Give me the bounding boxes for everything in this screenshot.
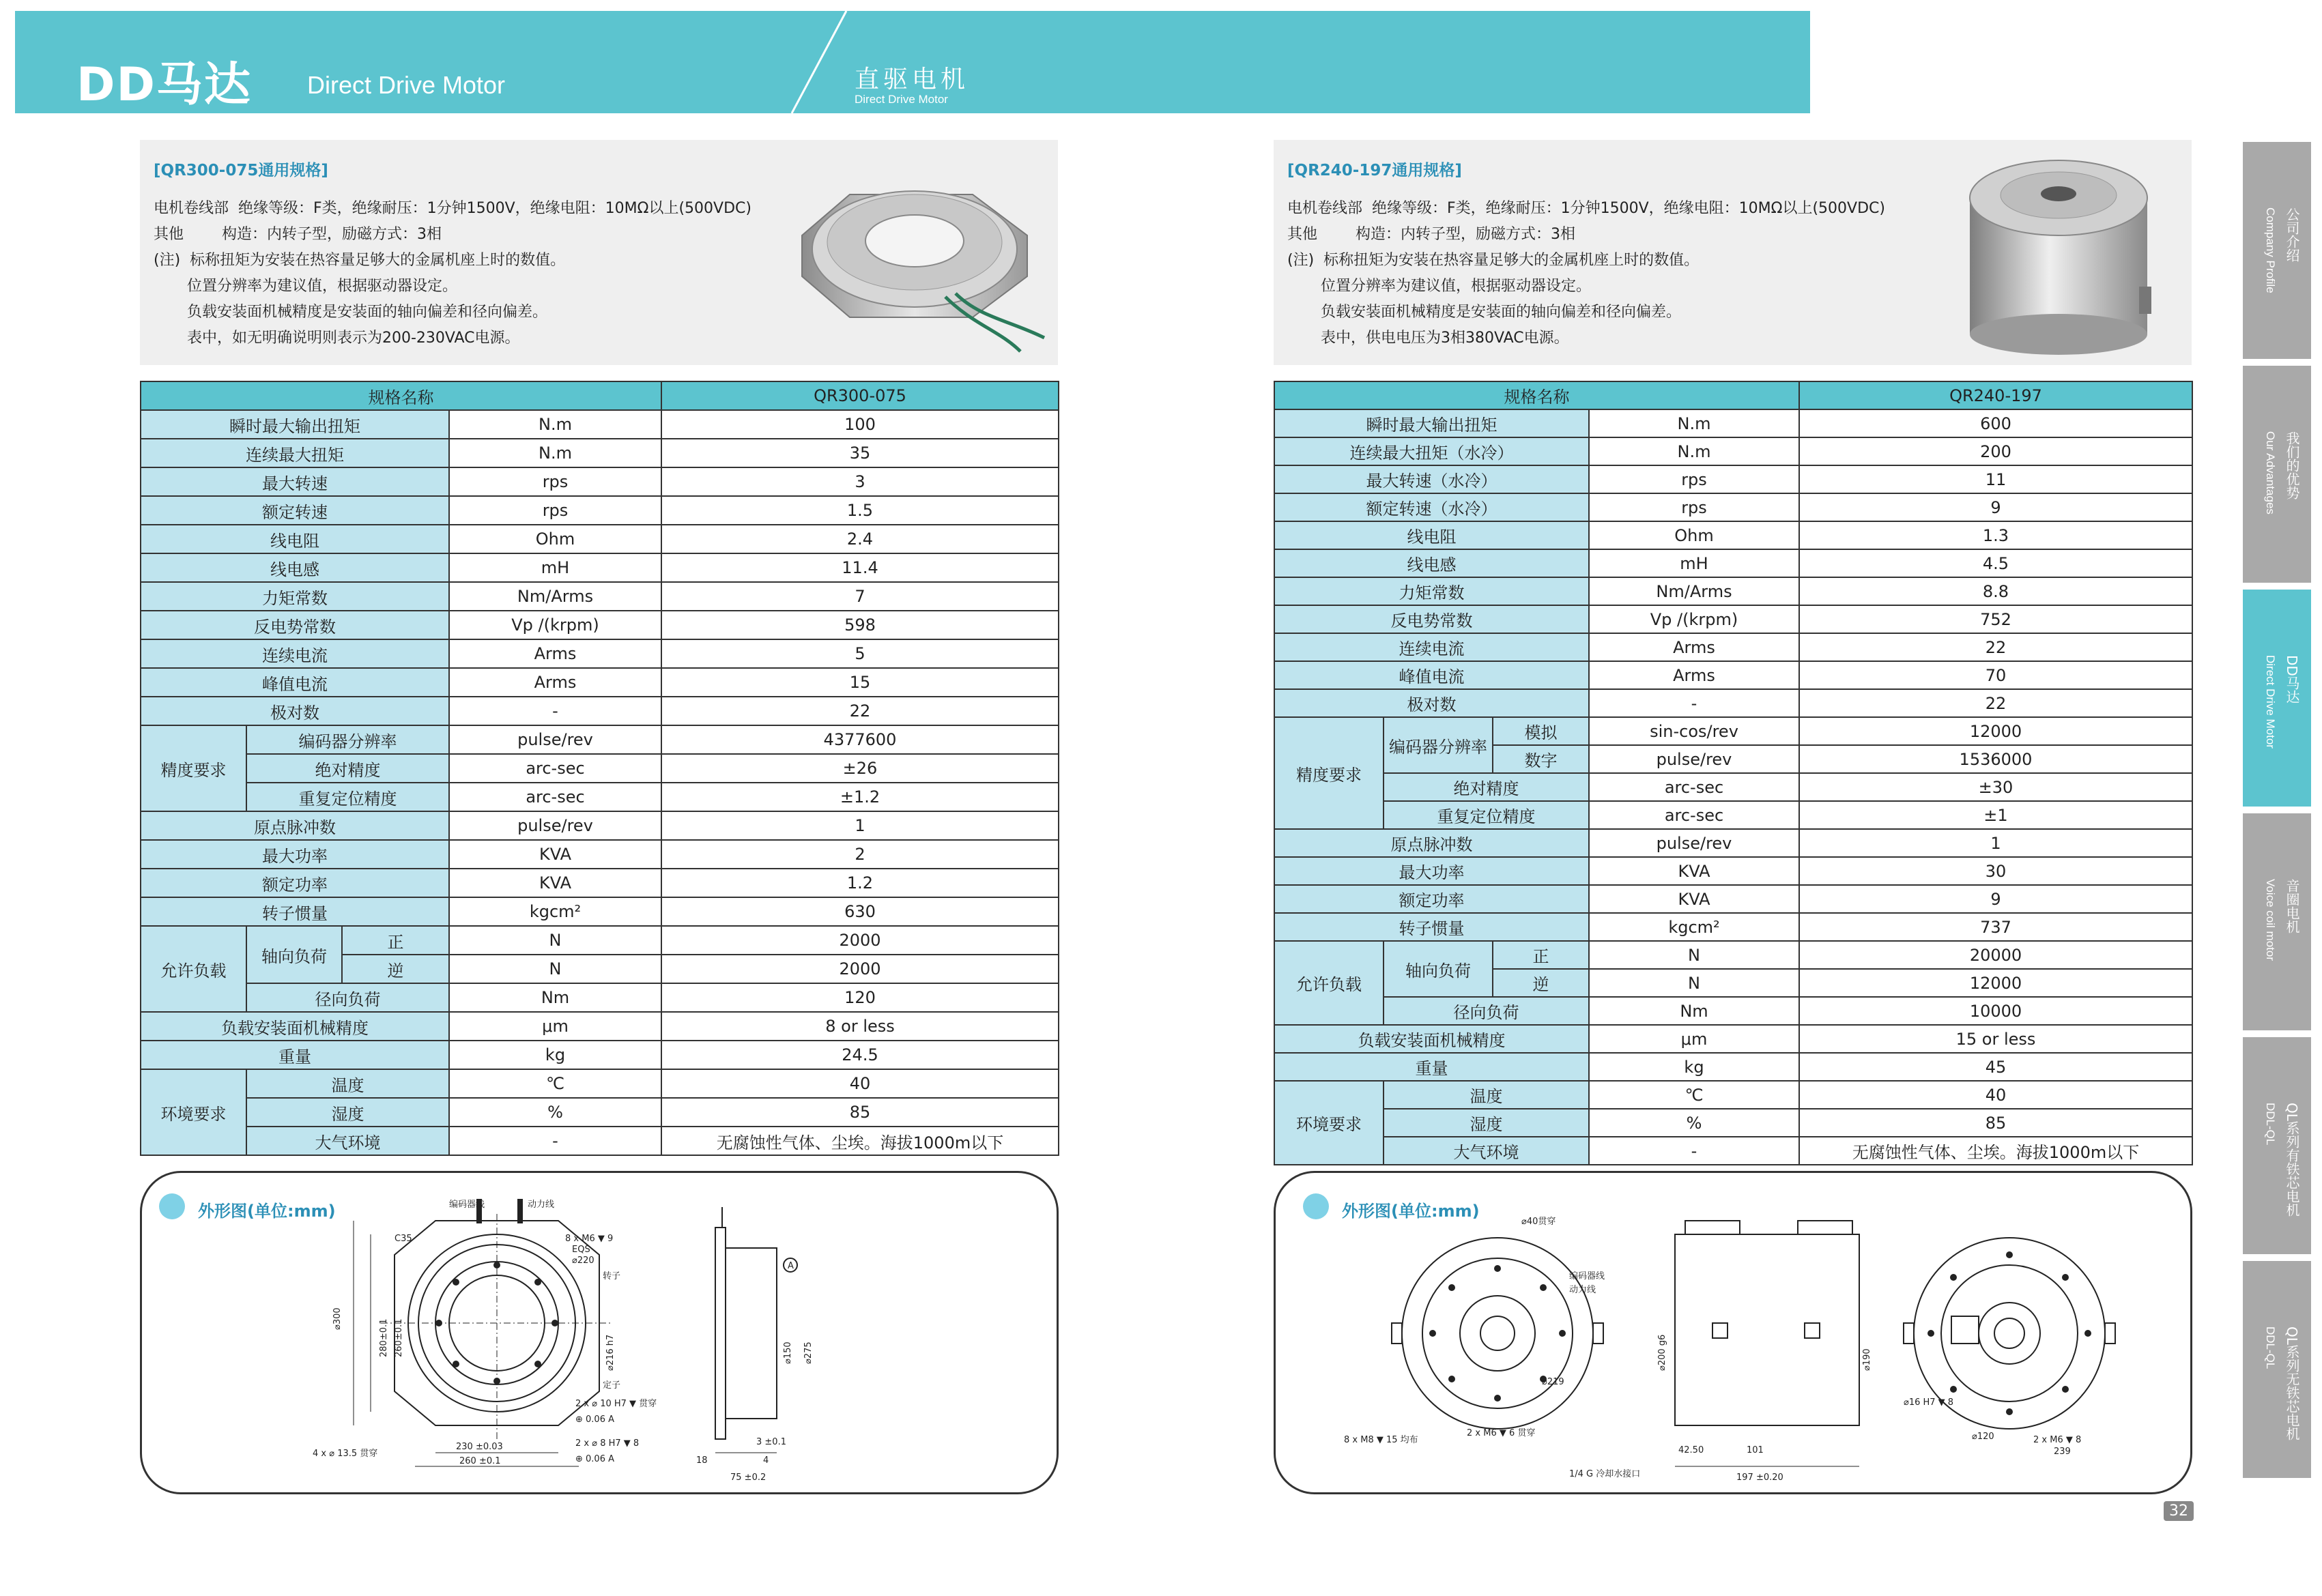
label-h10: 2 x ⌀ 10 H7 ▼ 贯穿: [575, 1399, 657, 1409]
table-row: 径向负荷 Nm 120: [141, 983, 1059, 1012]
table-row: 转子惯量 kgcm² 737: [1274, 913, 2192, 941]
table-row: 负载安装面机械精度 μm 8 or less: [141, 1012, 1059, 1041]
label-d197: 197 ±0.20: [1736, 1472, 1783, 1483]
table-row: 环境要求 温度 ℃ 40: [1274, 1081, 2192, 1109]
right-info-panel: [1274, 140, 2192, 365]
table-row: 转子惯量 kgcm² 630: [141, 897, 1059, 926]
label-d120: ⌀120: [1972, 1432, 1994, 1442]
table-row: 环境要求 温度 ℃ 40: [141, 1069, 1059, 1098]
group-environment: 环境要求: [1274, 1081, 1384, 1165]
label-pwr: 动力线: [1569, 1285, 1596, 1295]
table-row: 连续最大扭矩 N.m 35: [141, 439, 1059, 467]
label-encoder-wire: 编码器线: [449, 1200, 485, 1210]
table-row: 瞬时最大输出扭矩 N.m 100: [141, 410, 1059, 439]
table-row: 重量 kg 45: [1274, 1053, 2192, 1081]
left-note-4: 位置分辨率为建议值，根据驱动器设定。: [154, 278, 457, 295]
table-row: 线电感 mH 4.5: [1274, 549, 2192, 577]
label-d6: 2 x M6 ▼ 8: [2033, 1435, 2082, 1445]
label-tol-2: ⊕ 0.06 A: [575, 1454, 614, 1464]
label-h8: 2 x ⌀ 8 H7 ▼ 8: [575, 1438, 640, 1449]
table-header-name: 规格名称: [141, 381, 661, 410]
left-note-2: 其他 构造：内转子型，励磁方式：3相: [154, 226, 442, 243]
label-d3: 3 ±0.1: [756, 1437, 786, 1447]
label-fix: 定子: [603, 1380, 621, 1391]
group-environment: 环境要求: [141, 1069, 246, 1155]
label-d220: ⌀220: [572, 1256, 594, 1266]
right-note-4: 位置分辨率为建议值，根据驱动器设定。: [1287, 278, 1591, 295]
table-row: 允许负载 轴向负荷 正 N 2000: [141, 926, 1059, 955]
label-d260: 260 ±0.1: [459, 1456, 501, 1466]
table-row: 大气环境 - 无腐蚀性气体、尘埃。海拔1000m以下: [141, 1127, 1059, 1155]
label-enc: 编码器线: [1569, 1271, 1605, 1281]
table-row: 峰值电流 Arms 70: [1274, 661, 2192, 689]
table-row: 极对数 - 22: [141, 697, 1059, 725]
qr240-technical-drawing: [1344, 1207, 2163, 1487]
table-row: 峰值电流 Arms 15: [141, 668, 1059, 697]
left-note-3: (注) 标称扭矩为安装在热容量足够大的金属机座上时的数值。: [154, 252, 566, 269]
table-row: 最大转速 rps 3: [141, 467, 1059, 496]
table-header-model: QR300-075: [661, 381, 1059, 410]
label-d2: 101: [1747, 1445, 1764, 1455]
table-row: 重量 kg 24.5: [141, 1041, 1059, 1069]
section-title-cn: 直驱电机: [855, 66, 970, 93]
label-d239: 239: [2054, 1447, 2071, 1457]
right-note-5: 负载安装面机械精度是安装面的轴向偏差和径向偏差。: [1287, 304, 1681, 321]
table-row: 绝对精度 arc-sec ±26: [141, 754, 1059, 783]
table-row: 绝对精度 arc-sec ±30: [1274, 773, 2192, 801]
label-d4: 4: [763, 1455, 769, 1466]
table-row: 反电势常数 Vp /(krpm) 598: [141, 611, 1059, 639]
label-datum: A: [788, 1261, 794, 1271]
group-precision: 精度要求: [1274, 717, 1384, 829]
table-row: 精度要求 编码器分辨率 pulse/rev 4377600: [141, 725, 1059, 754]
table-row: 原点脉冲数 pulse/rev 1: [1274, 829, 2192, 857]
table-row: 线电感 mH 11.4: [141, 553, 1059, 582]
right-note-3: (注) 标称扭矩为安装在热容量足够大的金属机座上时的数值。: [1287, 252, 1700, 269]
label-d300: ⌀300: [332, 1307, 343, 1330]
table-row: 重复定位精度 arc-sec ±1: [1274, 801, 2192, 829]
label-d75: 75 ±0.2: [730, 1472, 766, 1483]
label-d40: ⌀40贯穿: [1521, 1217, 1556, 1227]
banner-divider: [771, 11, 853, 113]
table-row: 额定功率 KVA 9: [1274, 885, 2192, 913]
bullet-icon: [1303, 1193, 1329, 1219]
label-d216: ⌀216 h7: [605, 1334, 616, 1371]
tab-company-profile[interactable]: 公司介绍 Company Profile: [2243, 142, 2311, 359]
table-row: 精度要求 编码器分辨率 模拟 sin-cos/rev 12000: [1274, 717, 2192, 745]
label-m6: 2 x M6 ▼ 6 贯穿: [1467, 1428, 1536, 1438]
table-row: 瞬时最大输出扭矩 N.m 600: [1274, 409, 2192, 437]
table-row: 连续电流 Arms 22: [1274, 633, 2192, 661]
label-d260v: 260±0.1: [394, 1318, 404, 1357]
left-drawing-title: 外形图(单位:mm): [198, 1202, 336, 1221]
tab-our-advantages[interactable]: 我们的优势 Our Advantages: [2243, 366, 2311, 583]
table-row: 逆 N 12000: [1274, 969, 2192, 997]
label-m8: 8 x M8 ▼ 15 均布: [1344, 1435, 1418, 1445]
table-row: 最大功率 KVA 2: [141, 840, 1059, 869]
label-d219: ⌀219: [1542, 1377, 1564, 1387]
motor-photo-qr300: [775, 147, 1048, 358]
tab-ql-ironless[interactable]: QL系列无铁芯电机 DDL-QL: [2243, 1261, 2311, 1478]
table-row: 额定功率 KVA 1.2: [141, 869, 1059, 897]
label-d280: 280±0.1: [379, 1318, 389, 1357]
page-subtitle: Direct Drive Motor: [307, 71, 506, 99]
table-row: 允许负载 轴向负荷 正 N 20000: [1274, 941, 2192, 969]
table-row: 连续电流 Arms 5: [141, 639, 1059, 668]
label-m13: 4 x ⌀ 13.5 贯穿: [313, 1449, 378, 1459]
group-load: 允许负载: [141, 926, 246, 1012]
label-power-wire: 动力线: [528, 1200, 555, 1210]
right-drawing-title: 外形图(单位:mm): [1342, 1202, 1480, 1221]
table-row: 径向负荷 Nm 10000: [1274, 997, 2192, 1025]
left-spec-table: [140, 381, 1059, 1156]
table-row: 最大功率 KVA 30: [1274, 857, 2192, 885]
qr300-technical-drawing: [313, 1193, 1029, 1487]
label-d230: 230 ±0.03: [456, 1442, 503, 1452]
right-note-2: 其他 构造：内转子型，励磁方式：3相: [1287, 226, 1575, 243]
table-row: 力矩常数 Nm/Arms 7: [141, 582, 1059, 611]
right-note-6: 表中，供电电压为3相380VAC电源。: [1287, 330, 1569, 347]
page-number: 32: [2164, 1501, 2194, 1521]
table-row: 线电阻 Ohm 1.3: [1274, 521, 2192, 549]
table-row: 线电阻 Ohm 2.4: [141, 525, 1059, 553]
table-row: 湿度 % 85: [141, 1098, 1059, 1127]
right-spec-title: [QR240-197通用规格]: [1287, 162, 1462, 179]
label-d150: ⌀150: [783, 1341, 793, 1364]
table-row: 额定转速 rps 1.5: [141, 496, 1059, 525]
left-spec-title: [QR300-075通用规格]: [154, 162, 328, 179]
table-row: 重复定位精度 arc-sec ±1.2: [141, 783, 1059, 811]
motor-photo-qr240: [1949, 143, 2168, 362]
table-row: 力矩常数 Nm/Arms 8.8: [1274, 577, 2192, 605]
table-row: 湿度 % 85: [1274, 1109, 2192, 1137]
group-precision: 精度要求: [141, 725, 246, 811]
tab-direct-drive-motor[interactable]: DD马达 Direct Drive Motor: [2243, 590, 2311, 807]
table-row: 极对数 - 22: [1274, 689, 2192, 717]
tab-ql-iron-core[interactable]: QL系列有铁芯电机 DDL-QL: [2243, 1037, 2311, 1254]
label-eqs: EQS: [572, 1245, 590, 1255]
tab-voice-coil-motor[interactable]: 音圈电机 Voice coil motor: [2243, 813, 2311, 1030]
right-spec-table: [1274, 381, 2193, 1165]
table-header-name: 规格名称: [1274, 381, 1799, 409]
table-row: 最大转速（水冷） rps 11: [1274, 465, 2192, 493]
page-title: DD马达: [76, 58, 252, 112]
left-outline-drawing: [140, 1171, 1059, 1494]
table-row: 反电势常数 Vp /(krpm) 752: [1274, 605, 2192, 633]
label-tol-1: ⊕ 0.06 A: [575, 1414, 614, 1425]
bullet-icon: [159, 1193, 185, 1219]
left-note-5: 负载安装面机械精度是安装面的轴向偏差和径向偏差。: [154, 304, 547, 321]
left-info-panel: [140, 140, 1058, 365]
table-row: 大气环境 - 无腐蚀性气体、尘埃。海拔1000m以下: [1274, 1137, 2192, 1165]
label-d3: ⌀200 g6: [1657, 1334, 1667, 1371]
label-d4: ⌀190: [1862, 1348, 1872, 1371]
right-outline-drawing: [1274, 1171, 2192, 1494]
section-title-en: Direct Drive Motor: [855, 93, 948, 106]
table-row: 数字 pulse/rev 1536000: [1274, 745, 2192, 773]
label-note: 1/4 G 冷却水接口: [1569, 1469, 1641, 1479]
table-header-model: QR240-197: [1799, 381, 2192, 409]
group-load: 允许负载: [1274, 941, 1384, 1025]
right-note-1: 电机卷线部 绝缘等级：F类，绝缘耐压：1分钟1500V，绝缘电阻：10MΩ以上(500VDC): [1287, 200, 1885, 217]
left-note-6: 表中，如无明确说明则表示为200-230VAC电源。: [154, 330, 520, 347]
table-row: 逆 N 2000: [141, 955, 1059, 983]
table-row: 连续最大扭矩（水冷） N.m 200: [1274, 437, 2192, 465]
table-row: 额定转速（水冷） rps 9: [1274, 493, 2192, 521]
label-d18: 18: [696, 1455, 708, 1466]
label-c35: C35: [395, 1234, 412, 1244]
label-d5: ⌀16 H7 ▼ 8: [1904, 1397, 1954, 1408]
table-row: 原点脉冲数 pulse/rev 1: [141, 811, 1059, 840]
label-d275: ⌀275: [803, 1341, 814, 1364]
label-rotor: 转子: [603, 1271, 621, 1281]
table-row: 负载安装面机械精度 μm 15 or less: [1274, 1025, 2192, 1053]
left-note-1: 电机卷线部 绝缘等级：F类，绝缘耐压：1分钟1500V，绝缘电阻：10MΩ以上(500VDC): [154, 200, 751, 217]
label-d1: 42.50: [1678, 1445, 1704, 1455]
label-m6: 8 x M6 ▼ 9: [565, 1234, 614, 1244]
